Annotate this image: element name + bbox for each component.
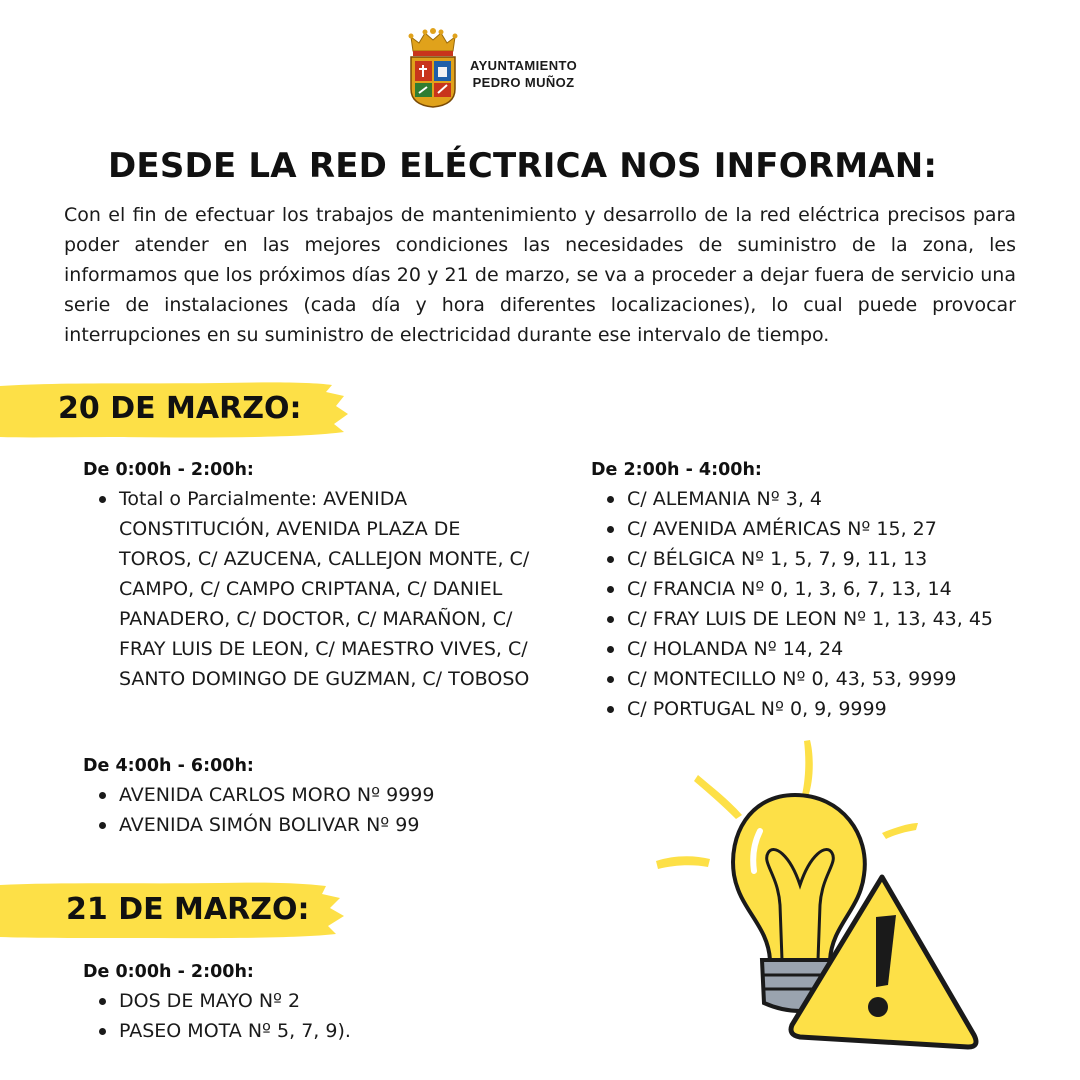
street-list: [83, 986, 533, 1046]
org-line2: PEDRO MUÑOZ: [472, 75, 575, 90]
day1-banner: [0, 380, 350, 442]
day1-slot2: [591, 456, 1031, 724]
list-item: AVENIDA SIMÓN BOLIVAR Nº 99: [119, 810, 533, 840]
street-list: [83, 484, 533, 694]
intro-paragraph: Con el fin de efectuar los trabajos de mantenimiento y desarrollo de la red eléctrica precisos para poder atender en las mejores condiciones las necesidades de suministro de la zona, les informamos que los próximos días 20 y 21 de marzo, se va a proceder a dejar fuera de servicio una serie de instalaciones (cada día y hora diferentes localizaciones), lo cual puede provocar interrupciones en su suministro de electricidad durante ese intervalo de tiempo.: [64, 204, 1016, 346]
slot-time: De 0:00h - 2:00h:: [83, 460, 254, 480]
street-list: [83, 780, 533, 840]
list-item: Total o Parcialmente: AVENIDA CONSTITUCIÓN, AVENIDA PLAZA DE TOROS, C/ AZUCENA, CALLEJON MONTE, C/ CAMPO, C/ CAMPO CRIPTANA, C/ DANIEL PANADERO, C/ DOCTOR, C/ MARAÑON, C/ FRAY LUIS DE LEON, C/ MAESTRO VIVES, C/ SANTO DOMINGO DE GUZMAN, C/ TOBOSO: [119, 484, 533, 694]
slot-time: De 2:00h - 4:00h:: [591, 460, 762, 480]
day1-label: 20 DE MARZO:: [58, 391, 302, 426]
day2-banner: [0, 880, 350, 942]
list-item: DOS DE MAYO Nº 2: [119, 986, 533, 1016]
list-item: C/ FRAY LUIS DE LEON Nº 1, 13, 43, 45: [627, 604, 1031, 634]
day1-slot3: [83, 752, 533, 840]
list-item: C/ ALEMANIA Nº 3, 4: [627, 484, 1031, 514]
slot-time: De 4:00h - 6:00h:: [83, 756, 254, 776]
page-title: DESDE LA RED ELÉCTRICA NOS INFORMAN:: [108, 146, 938, 186]
list-item: AVENIDA CARLOS MORO Nº 9999: [119, 780, 533, 810]
list-item: PASEO MOTA Nº 5, 7, 9).: [119, 1016, 533, 1046]
list-item: C/ AVENIDA AMÉRICAS Nº 15, 27: [627, 514, 1031, 544]
list-item: C/ BÉLGICA Nº 1, 5, 7, 9, 11, 13: [627, 544, 1031, 574]
day2-slot1: [83, 958, 533, 1046]
slot-time: De 0:00h - 2:00h:: [83, 962, 254, 982]
day1-slot1: [83, 456, 533, 694]
org-line1: AYUNTAMIENTO: [470, 58, 578, 73]
coat-of-arms-icon: [405, 27, 461, 109]
street-list: [591, 484, 1031, 724]
illustration: [650, 735, 980, 1065]
list-item: C/ MONTECILLO Nº 0, 43, 53, 9999: [627, 664, 1031, 694]
list-item: C/ FRANCIA Nº 0, 1, 3, 6, 7, 13, 14: [627, 574, 1031, 604]
org-name: [470, 57, 577, 91]
list-item: C/ PORTUGAL Nº 0, 9, 9999: [627, 694, 1031, 724]
day2-label: 21 DE MARZO:: [66, 892, 310, 927]
list-item: C/ HOLANDA Nº 14, 24: [627, 634, 1031, 664]
